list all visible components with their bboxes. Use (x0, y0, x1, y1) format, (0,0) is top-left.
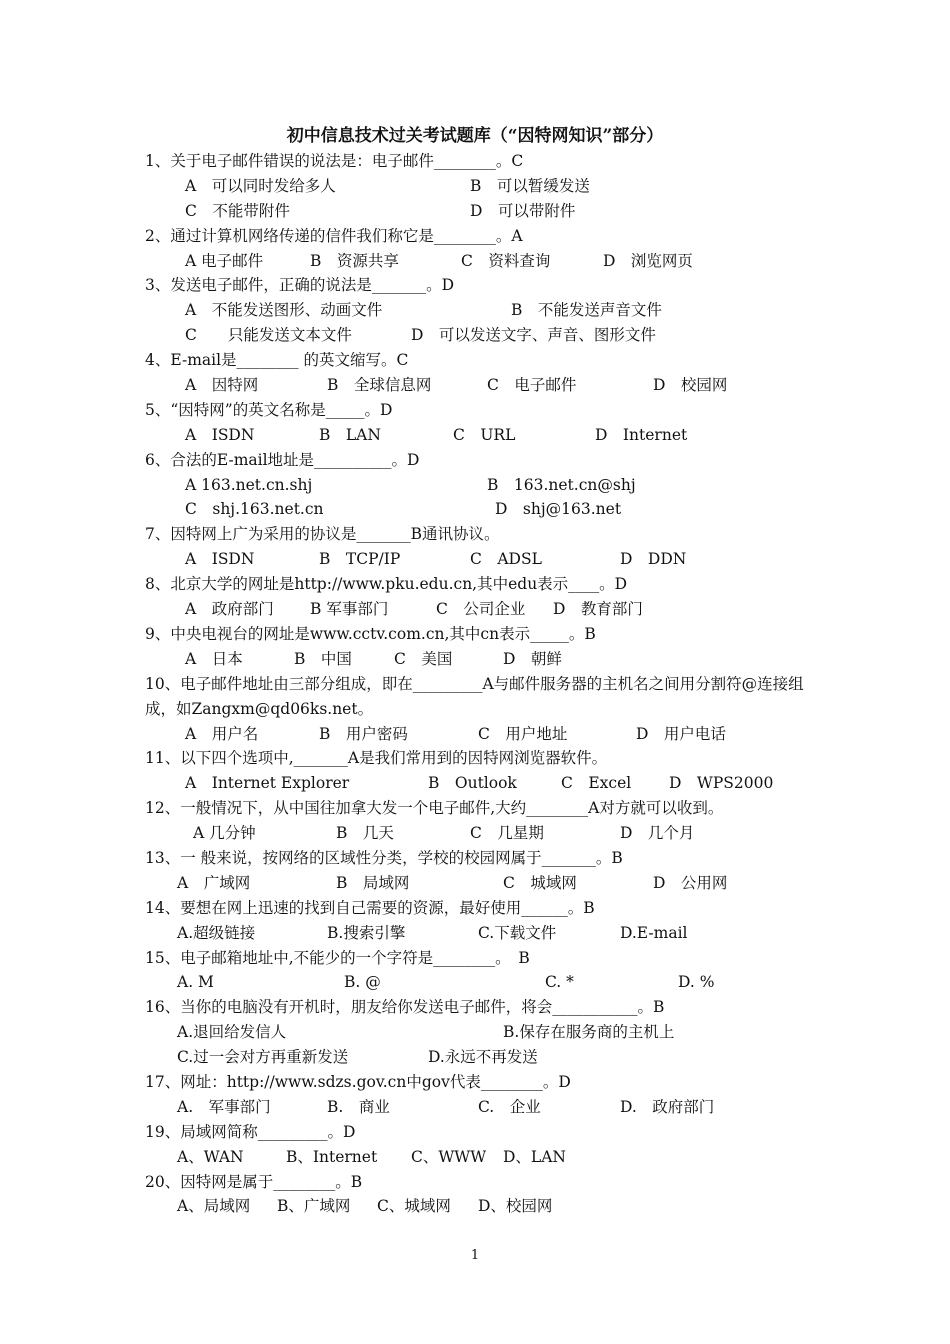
question-text: 3、发送电子邮件，正确的说法是_______。D (145, 276, 455, 295)
question-text: 7、因特网上广为采用的协议是_______B通讯协议。 (145, 525, 500, 544)
option-row (145, 547, 810, 572)
answer-option: D.E-mail (620, 923, 688, 942)
answer-option: A 可以同时发给多人 (185, 176, 336, 195)
answer-option: C. * (545, 973, 574, 992)
answer-option: A 政府部门 (185, 600, 274, 619)
answer-option: A. 军事部门 (177, 1097, 271, 1116)
answer-option: B 用户密码 (319, 724, 408, 743)
answer-option: A、局域网 (177, 1197, 251, 1216)
answer-option: D WPS2000 (669, 774, 774, 793)
answer-option: B 局域网 (336, 873, 410, 892)
question-text: 11、以下四个选项中,_______A是我们常用到的因特网浏览器软件。 (145, 749, 608, 768)
option-row (145, 1045, 810, 1070)
answer-option: B.搜索引擎 (327, 923, 406, 942)
answer-option: D Internet (595, 425, 688, 444)
answer-option: D 浏览网页 (603, 251, 693, 270)
answer-option: B TCP/IP (319, 550, 401, 569)
answer-option: D、校园网 (478, 1197, 553, 1216)
option-row (145, 1020, 810, 1045)
option-row (145, 821, 810, 846)
answer-option: C Excel (561, 774, 632, 793)
answer-option: C. 企业 (478, 1097, 541, 1116)
answer-option: B 163.net.cn@shj (487, 475, 636, 494)
option-row (145, 423, 810, 448)
answer-option: D DDN (620, 550, 687, 569)
option-row (145, 871, 810, 896)
answer-option: D 教育部门 (553, 600, 643, 619)
option-row (145, 1145, 810, 1170)
question-text: 16、当你的电脑没有开机时，朋友给你发送电子邮件，将会___________。B (145, 998, 665, 1017)
answer-option: C shj.163.net.cn (185, 500, 324, 519)
question-text: 17、网址：http://www.sdzs.gov.cn中gov代表________。D (145, 1072, 571, 1091)
page-number: 1 (470, 1248, 480, 1263)
answer-option: C.过一会对方再重新发送 (177, 1048, 349, 1067)
option-row (145, 921, 810, 946)
option-row (145, 373, 810, 398)
option-row (145, 597, 810, 622)
answer-option: D、LAN (503, 1147, 566, 1166)
answer-option: A.退回给发信人 (177, 1023, 287, 1042)
option-row (145, 1194, 810, 1219)
answer-option: C 只能发送文本文件 (185, 326, 352, 345)
answer-option: C 公司企业 (436, 600, 526, 619)
question-text: 14、要想在网上迅速的找到自己需要的资源，最好使用______。B (145, 898, 595, 917)
option-row (145, 298, 810, 323)
answer-option: B Outlook (428, 774, 517, 793)
answer-option: C、WWW (411, 1147, 487, 1166)
answer-option: A 广域网 (177, 873, 251, 892)
question-text: 15、电子邮箱地址中,不能少的一个字符是________。 B (145, 948, 530, 967)
answer-option: A 用户名 (185, 724, 259, 743)
answer-option: B 军事部门 (310, 600, 389, 619)
answer-option: D 校园网 (653, 376, 728, 395)
answer-option: D.永远不再发送 (428, 1048, 538, 1067)
question-text: 12、一般情况下，从中国往加拿大发一个电子邮件,大约________A对方就可以收到。 (145, 799, 724, 818)
question-text: 10、电子邮件地址由三部分组成，即在_________A与邮件服务器的主机名之间用分割符@连接组成，如Zangxm@qd06ks.net。 (145, 674, 804, 718)
answer-option: C 电子邮件 (487, 376, 577, 395)
answer-option: A 电子邮件 (185, 251, 264, 270)
answer-option: C 几星期 (470, 824, 544, 843)
answer-option: B 全球信息网 (327, 376, 432, 395)
answer-option: A、WAN (177, 1147, 244, 1166)
question-list (145, 149, 810, 1219)
question-text: 9、中央电视台的网址是www.cctv.com.cn,其中cn表示_____。B (145, 624, 596, 643)
answer-option: C URL (453, 425, 516, 444)
answer-option: B 可以暂缓发送 (470, 176, 590, 195)
option-row (145, 722, 810, 747)
answer-option: D 用户电话 (636, 724, 726, 743)
answer-option: C 资料查询 (461, 251, 551, 270)
page-title: 初中信息技术过关考试题库（“因特网知识”部分） (286, 126, 664, 146)
option-row (145, 1095, 810, 1120)
answer-option: A Internet Explorer (185, 774, 350, 793)
question-text: 5、“因特网”的英文名称是_____。D (145, 400, 393, 419)
answer-option: B 几天 (336, 824, 394, 843)
answer-option: A ISDN (185, 550, 255, 569)
answer-option: B 不能发送声音文件 (511, 301, 662, 320)
option-row (145, 174, 810, 199)
option-row (145, 497, 810, 522)
answer-option: B 资源共享 (310, 251, 399, 270)
answer-option: C 用户地址 (478, 724, 568, 743)
question-text: 8、北京大学的网址是http://www.pku.edu.cn,其中edu表示____。D (145, 575, 628, 594)
answer-option: D. 政府部门 (620, 1097, 715, 1116)
answer-option: B LAN (319, 425, 381, 444)
option-row (145, 199, 810, 224)
answer-option: C 不能带附件 (185, 201, 290, 220)
question-text: 4、E-mail是________ 的英文缩写。C (145, 351, 409, 370)
answer-option: C ADSL (470, 550, 542, 569)
question-text: 6、合法的E-mail地址是__________。D (145, 450, 420, 469)
answer-option: D 可以发送文字、声音、图形文件 (411, 326, 656, 345)
answer-option: A 几分钟 (193, 824, 256, 843)
answer-option: B、Internet (286, 1147, 378, 1166)
option-row (145, 970, 810, 995)
question-text: 13、一 般来说，按网络的区域性分类，学校的校园网属于_______。B (145, 848, 623, 867)
answer-option: D. % (678, 973, 715, 992)
answer-option: A 日本 (185, 649, 243, 668)
answer-option: B 中国 (294, 649, 352, 668)
answer-option: B. 商业 (327, 1097, 390, 1116)
question-text: 20、因特网是属于________。B (145, 1172, 363, 1191)
answer-option: B. @ (344, 973, 381, 992)
question-text: 1、关于电子邮件错误的说法是：电子邮件________。C (145, 152, 524, 170)
answer-option: D 朝鲜 (503, 649, 562, 668)
answer-option: C 美国 (394, 649, 453, 668)
answer-option: C、城域网 (377, 1197, 451, 1216)
option-row (145, 771, 810, 796)
answer-option: B.保存在服务商的主机上 (503, 1023, 675, 1042)
answer-option: C.下载文件 (478, 923, 557, 942)
question-text: 2、通过计算机网络传递的信件我们称它是________。A (145, 226, 523, 245)
answer-option: B、广域网 (277, 1197, 351, 1216)
answer-option: A.超级链接 (177, 923, 256, 942)
answer-option: A 因特网 (185, 376, 259, 395)
option-row (145, 323, 810, 348)
answer-option: A ISDN (185, 425, 255, 444)
answer-option: D 几个月 (620, 824, 695, 843)
answer-option: C 城域网 (503, 873, 577, 892)
option-row (145, 249, 810, 274)
question-text: 19、局域网简称_________。D (145, 1122, 356, 1141)
option-row (145, 473, 810, 498)
answer-option: D 公用网 (653, 873, 728, 892)
answer-option: A 不能发送图形、动画文件 (185, 301, 383, 320)
answer-option: D shj@163.net (495, 500, 622, 519)
option-row (145, 647, 810, 672)
answer-option: A 163.net.cn.shj (185, 475, 313, 494)
answer-option: A. M (177, 973, 214, 992)
answer-option: D 可以带附件 (470, 201, 576, 220)
